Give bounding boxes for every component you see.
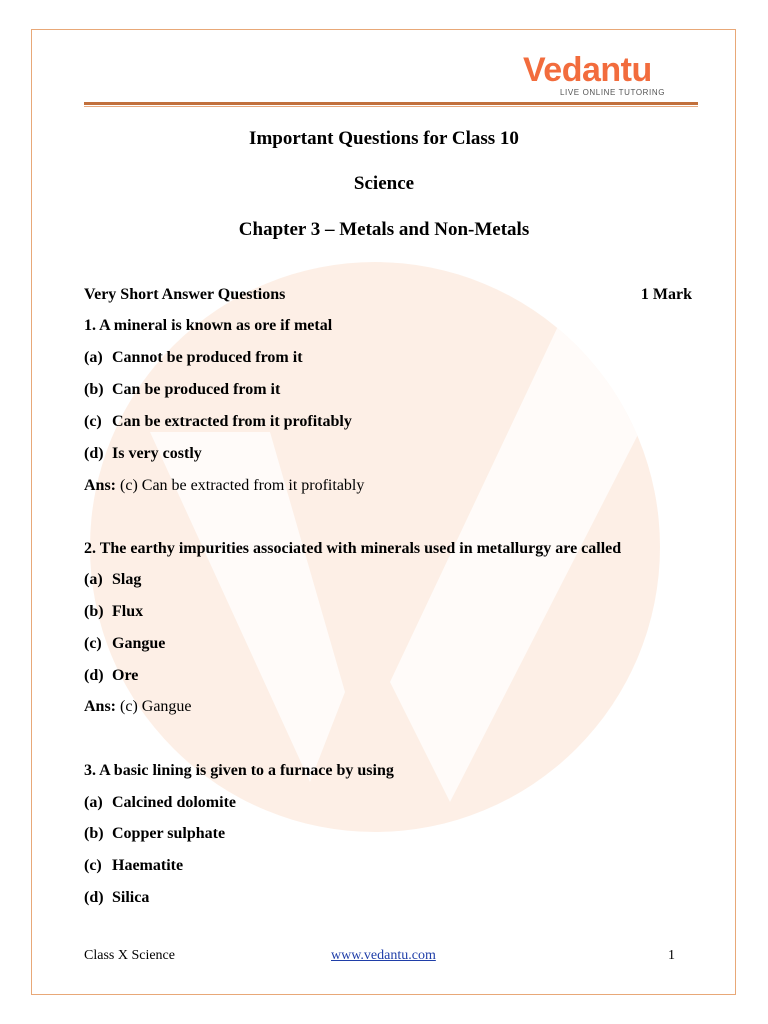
q2-option-b xyxy=(84,602,143,622)
q1-option-c xyxy=(84,412,352,432)
option-label: (b) xyxy=(84,381,104,398)
option-label: (b) xyxy=(84,603,104,620)
option-label: (c) xyxy=(84,413,102,430)
option-text: Ore xyxy=(112,667,139,684)
logo-wordmark: Vedantu xyxy=(523,51,652,89)
option-label: (a) xyxy=(84,571,103,588)
option-label: (b) xyxy=(84,825,104,842)
option-label: (a) xyxy=(84,349,103,366)
option-text: Slag xyxy=(112,571,142,588)
option-label: (d) xyxy=(84,667,104,684)
q2-option-d xyxy=(84,666,138,686)
q2-option-a xyxy=(84,570,141,590)
q2-answer xyxy=(84,697,192,717)
question-2: 2. The earthy impurities associated with minerals used in metallurgy are called xyxy=(84,540,622,557)
option-label: (a) xyxy=(84,794,103,811)
answer-text: (c) Gangue xyxy=(120,698,192,715)
vedantu-logo xyxy=(523,52,703,100)
q1-option-d xyxy=(84,444,202,464)
page-number: 1 xyxy=(668,948,675,963)
answer-label: Ans: xyxy=(84,477,117,494)
answer-text: (c) Can be extracted from it profitably xyxy=(120,477,365,494)
header-divider xyxy=(84,102,698,105)
logo-tagline: LIVE ONLINE TUTORING xyxy=(560,88,666,97)
q1-answer xyxy=(84,476,364,496)
q3-option-d xyxy=(84,888,149,908)
q3-option-a xyxy=(84,793,236,813)
option-text: Can be extracted from it profitably xyxy=(112,413,352,430)
question-3: 3. A basic lining is given to a furnace by using xyxy=(84,762,394,779)
q1-option-a xyxy=(84,348,303,368)
footer-website-link[interactable]: www.vedantu.com xyxy=(331,948,436,963)
section-heading: Very Short Answer Questions xyxy=(84,286,286,303)
option-label: (c) xyxy=(84,857,102,874)
q3-option-c xyxy=(84,856,183,876)
option-text: Calcined dolomite xyxy=(112,794,236,811)
option-text: Flux xyxy=(112,603,144,620)
option-label: (c) xyxy=(84,635,102,652)
option-text: Haematite xyxy=(112,857,184,874)
option-text: Silica xyxy=(112,889,150,906)
answer-label: Ans: xyxy=(84,698,117,715)
option-text: Is very costly xyxy=(112,445,202,462)
q2-option-c xyxy=(84,634,165,654)
option-text: Can be produced from it xyxy=(112,381,281,398)
option-label: (d) xyxy=(84,889,104,906)
q3-option-b xyxy=(84,824,225,844)
section-marks: 1 Mark xyxy=(640,286,692,303)
option-text: Copper sulphate xyxy=(112,825,226,842)
option-text: Gangue xyxy=(112,635,166,652)
option-label: (d) xyxy=(84,445,104,462)
header-divider-thin xyxy=(84,106,698,107)
option-text: Cannot be produced from it xyxy=(112,349,303,366)
chapter-title: Chapter 3 – Metals and Non-Metals xyxy=(238,219,530,240)
footer-course: Class X Science xyxy=(84,948,175,963)
q1-option-b xyxy=(84,380,280,400)
subject-title: Science xyxy=(353,173,415,194)
question-1: 1. A mineral is known as ore if metal xyxy=(84,317,333,334)
document-title: Important Questions for Class 10 xyxy=(249,128,519,149)
